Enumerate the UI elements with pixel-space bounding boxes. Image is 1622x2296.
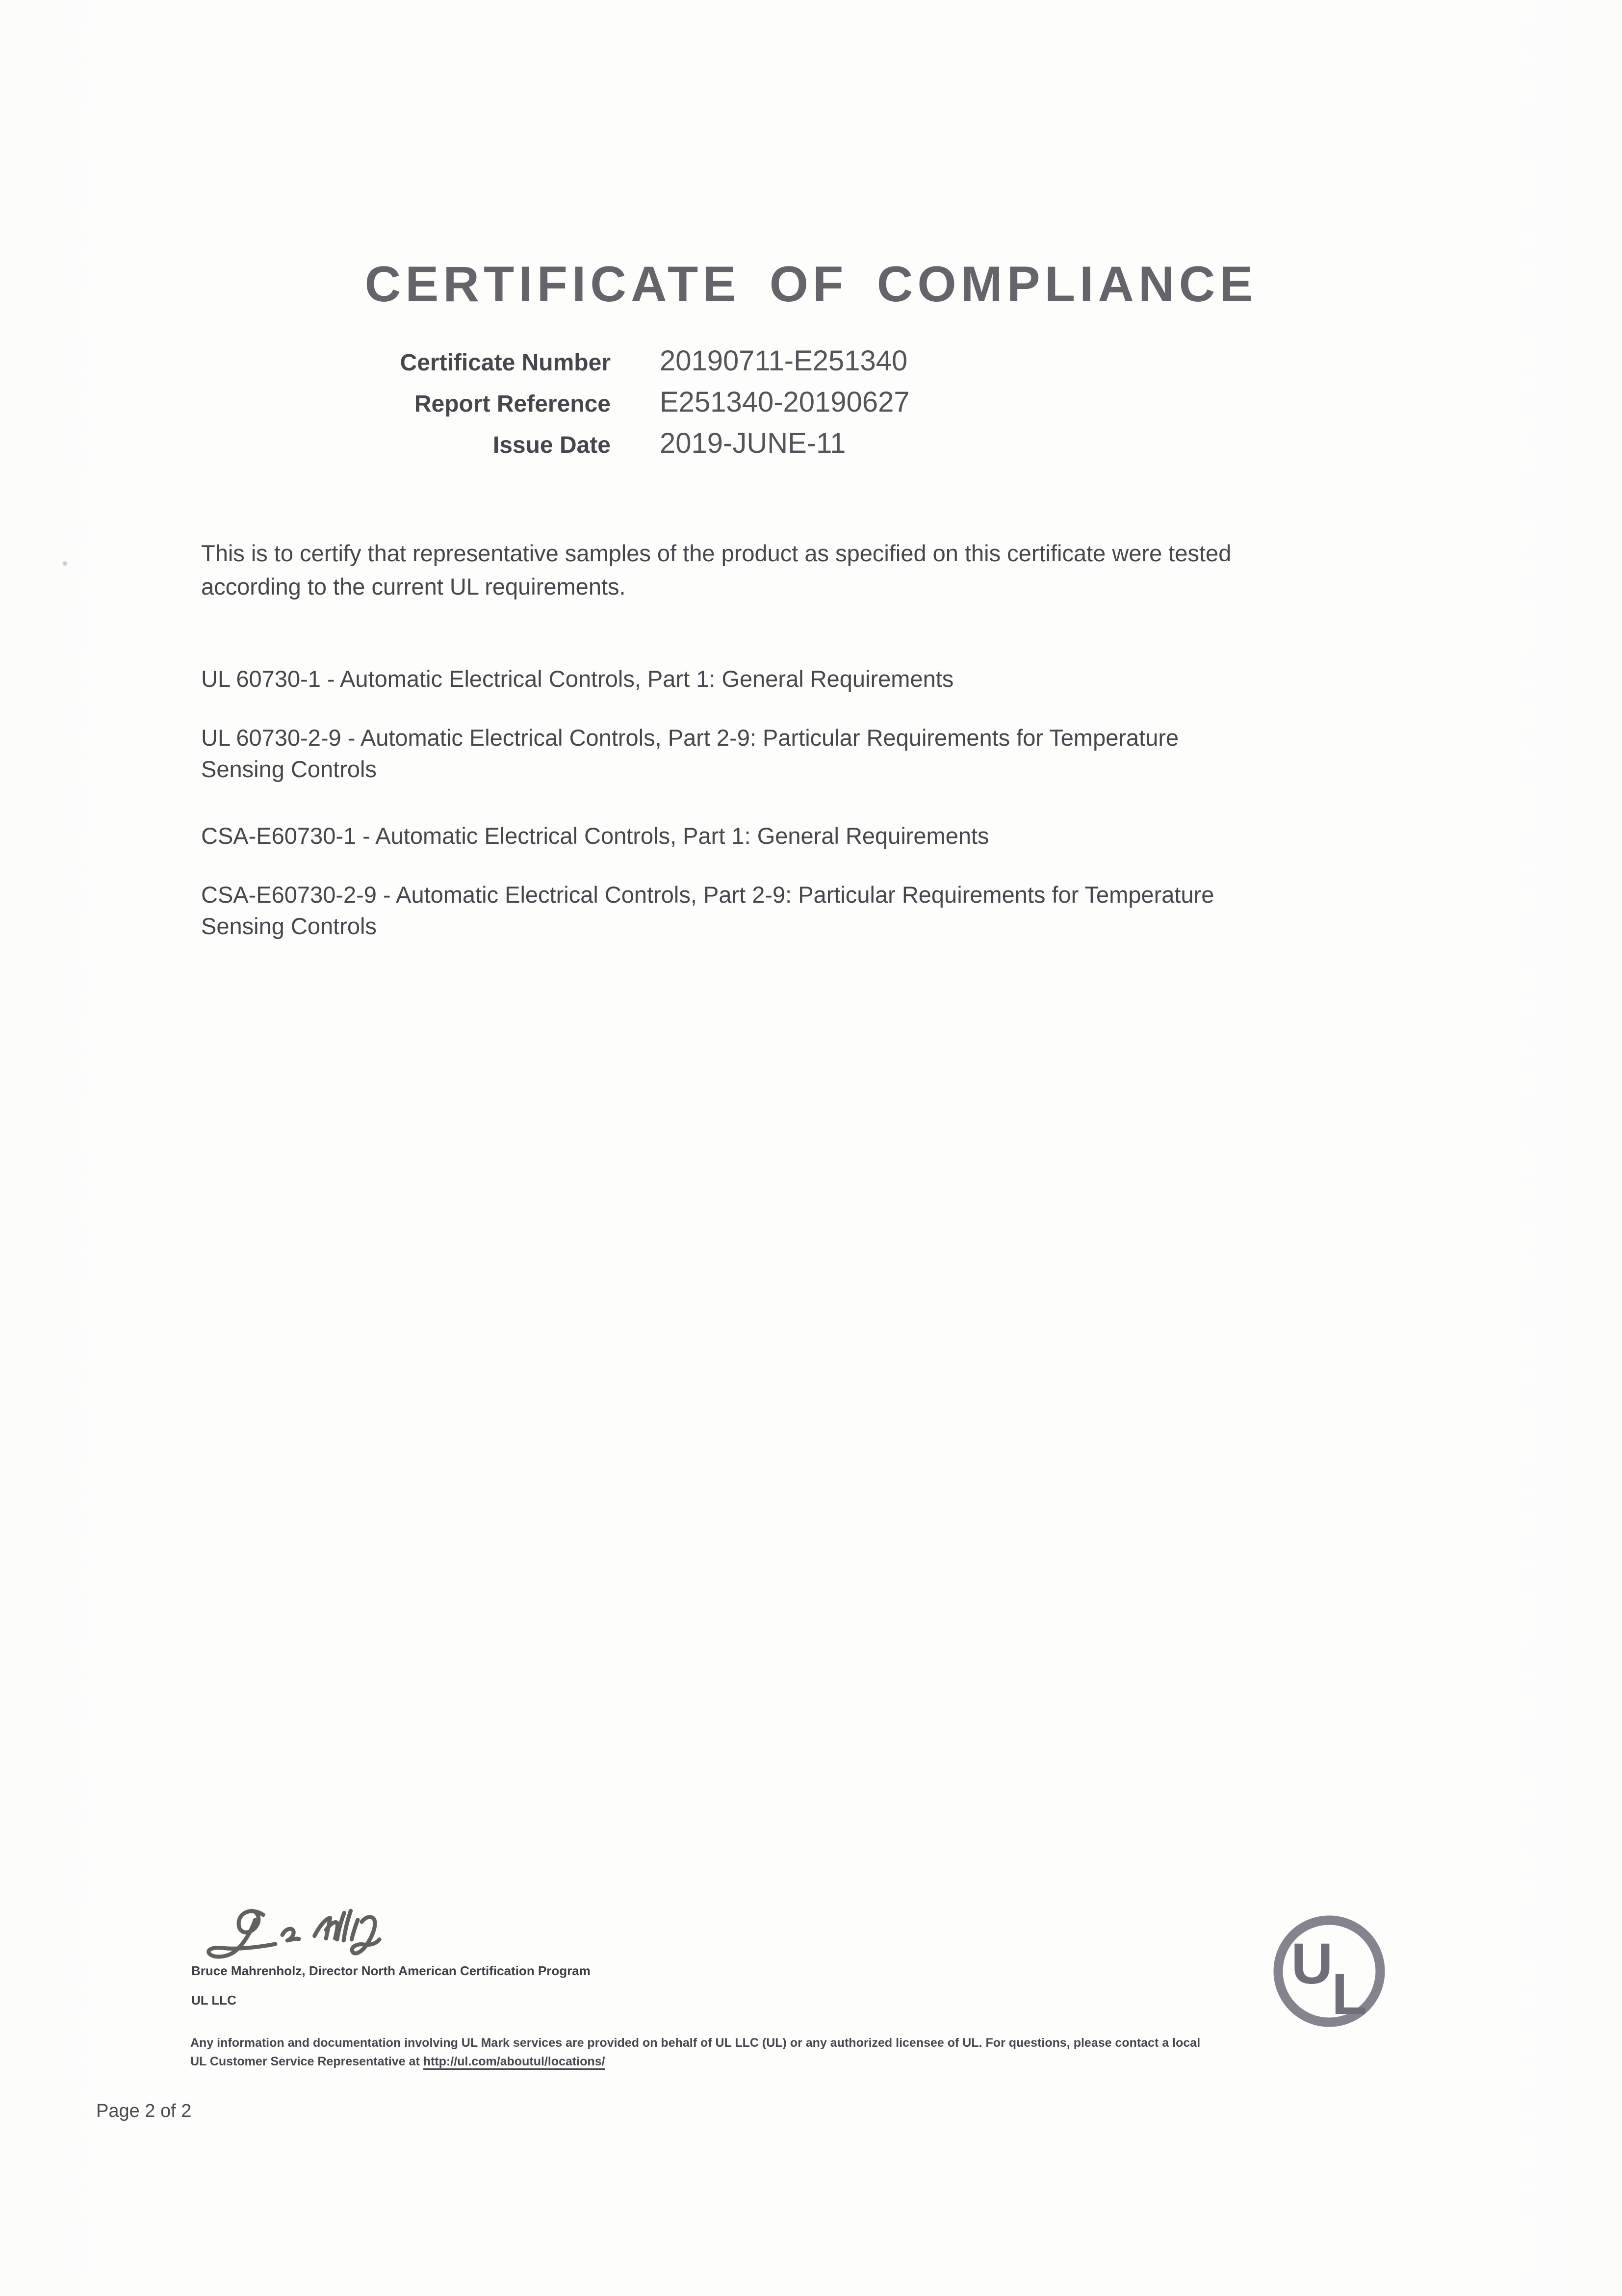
signature-image [189,1905,390,1964]
legal-disclaimer [190,2034,1206,2071]
standard-line: UL 60730-1 - Automatic Electrical Controls, Part 1: General Requirements [201,666,954,692]
scan-speck [63,561,67,566]
statement-line: This is to certify that representative samples of the product as specified on this certificate were tested [201,540,1232,566]
report-reference-label: Report Reference [414,391,611,417]
standard-line: CSA-E60730-1 - Automatic Electrical Controls, Part 1: General Requirements [201,823,989,849]
certificate-number-row [196,344,910,386]
issue-date-value: 2019-JUNE-11 [660,427,846,459]
certification-statement [201,537,1476,603]
standard-item-csa-e60730-1 [201,820,1496,852]
ul-logo [1268,1910,1390,2033]
issue-date-row [196,427,910,468]
standard-item-csa-e60730-2-9 [201,879,1496,942]
company-name: UL LLC [191,1993,236,2008]
issue-date-label: Issue Date [492,432,611,458]
ul-logo-letter-u: U [1291,1931,1333,1996]
report-reference-value: E251340-20190627 [660,386,910,418]
standard-line: Sensing Controls [201,913,377,939]
certificate-info-table [196,344,910,468]
standard-item-ul-60730-1 [201,663,1496,695]
report-reference-row [196,386,910,427]
standard-line: UL 60730-2-9 - Automatic Electrical Controls, Part 2-9: Particular Requirements for Temperature [201,725,1179,751]
certificate-number-value: 20190711-E251340 [660,345,908,377]
standard-item-ul-60730-2-9 [201,722,1496,785]
ul-logo-letter-l: L [1331,1962,1367,2027]
page-number: Page 2 of 2 [96,2101,192,2121]
certificate-number-label: Certificate Number [400,350,611,376]
statement-line: according to the current UL requirements. [201,574,626,600]
document-title: CERTIFICATE OF COMPLIANCE [364,256,1258,312]
standard-line: Sensing Controls [201,756,377,782]
disclaimer-text: Any information and documentation involving UL Mark services are provided on behalf of UL LLC (UL) or any authorized licensee of UL. For questions, please contact a local UL Customer Service Representative at [190,2036,1201,2068]
standard-line: CSA-E60730-2-9 - Automatic Electrical Controls, Part 2-9: Particular Requirements for Temperature [201,882,1214,908]
signatory-name: Bruce Mahrenholz, Director North American Certification Program [191,1963,591,1978]
locations-link[interactable]: http://ul.com/aboutul/locations/ [423,2055,605,2070]
